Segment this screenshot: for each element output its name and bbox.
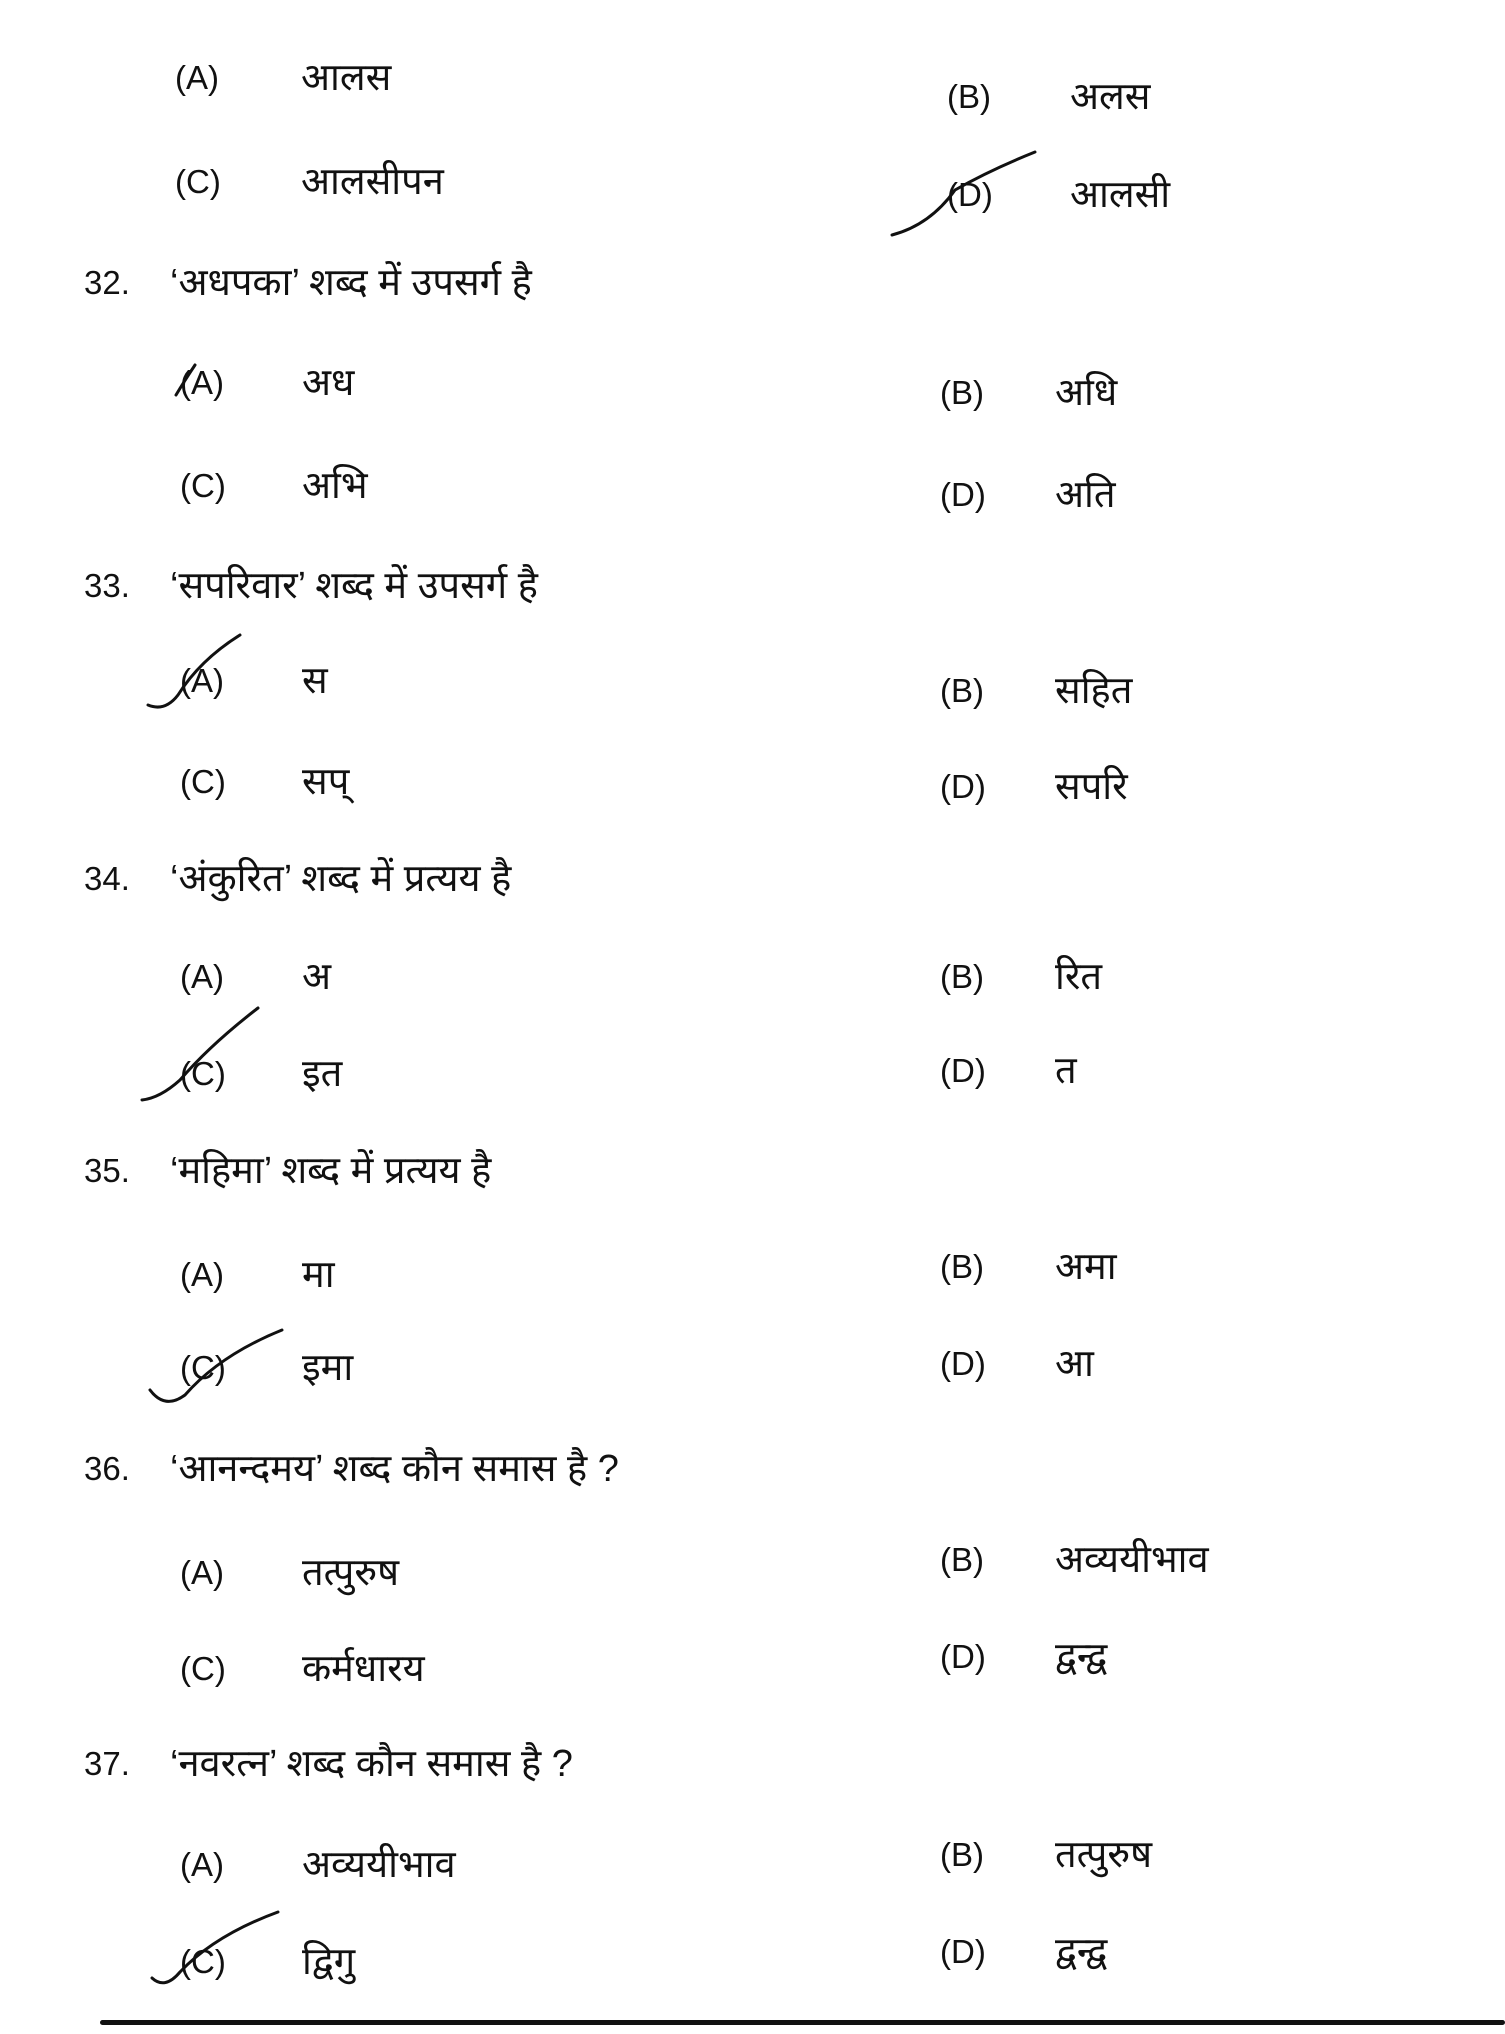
question-text: ‘महिमा’ शब्द में प्रत्यय है	[170, 1150, 492, 1192]
question-number: 32.	[84, 264, 130, 301]
checkmark-icon	[176, 365, 195, 395]
option-label-d: (D)	[940, 1933, 986, 1970]
option-text-b: अधि	[1055, 372, 1118, 414]
option-text-c: इत	[302, 1053, 343, 1095]
option-text-d: आलसी	[1070, 174, 1171, 216]
option-label-c: (C)	[180, 467, 226, 504]
bottom-rule	[100, 2020, 1505, 2025]
option-text-c: सप्	[302, 761, 350, 803]
option-text-a: अ	[302, 956, 332, 998]
question-number: 37.	[84, 1745, 130, 1782]
question-text: ‘अंकुरित’ शब्द में प्रत्यय है	[170, 858, 512, 900]
option-label-a: (A)	[180, 364, 224, 401]
option-text-a: स	[302, 660, 328, 702]
option-text-c: आलसीपन	[301, 161, 444, 203]
option-label-c: (C)	[180, 1650, 226, 1687]
option-text-b: अलस	[1070, 76, 1151, 118]
option-label-a: (A)	[180, 1554, 224, 1591]
question-text: ‘नवरत्न’ शब्द कौन समास है ?	[170, 1743, 573, 1785]
checkmark-icon	[142, 1008, 258, 1100]
option-text-a: अव्ययीभाव	[302, 1844, 456, 1886]
option-label-d: (D)	[940, 1052, 986, 1089]
option-text-d: द्वन्द्व	[1055, 1931, 1108, 1973]
option-text-d: त	[1055, 1050, 1077, 1092]
option-text-a: मा	[302, 1254, 335, 1296]
option-label-d: (D)	[947, 176, 993, 213]
option-label-b: (B)	[940, 1248, 984, 1285]
option-label-a: (A)	[180, 1846, 224, 1883]
checkmark-icon	[152, 1912, 278, 1983]
option-text-d: आ	[1055, 1343, 1094, 1385]
option-text-b: तत्पुरुष	[1055, 1834, 1153, 1876]
option-label-c: (C)	[180, 1055, 226, 1092]
option-text-a: आलस	[301, 57, 392, 99]
option-label-a: (A)	[175, 59, 219, 96]
option-text-d: अति	[1055, 474, 1116, 516]
option-label-c: (C)	[180, 1349, 226, 1386]
option-text-a: तत्पुरुष	[302, 1552, 400, 1594]
question-text: ‘अधपका’ शब्द में उपसर्ग है	[170, 262, 532, 304]
option-label-b: (B)	[940, 1836, 984, 1873]
option-label-b: (B)	[940, 374, 984, 411]
option-text-b: सहित	[1055, 670, 1133, 712]
option-label-a: (A)	[180, 1256, 224, 1293]
question-number: 34.	[84, 860, 130, 897]
option-text-a: अध	[302, 362, 355, 404]
question-text: ‘आनन्दमय’ शब्द कौन समास है ?	[170, 1448, 619, 1490]
checkmark-icon	[148, 635, 240, 707]
option-label-d: (D)	[940, 768, 986, 805]
option-text-c: इमा	[302, 1347, 354, 1389]
option-label-b: (B)	[940, 958, 984, 995]
question-number: 33.	[84, 567, 130, 604]
option-text-c: कर्मधारय	[302, 1648, 425, 1690]
checkmark-icon	[150, 1330, 282, 1401]
option-label-c: (C)	[175, 163, 221, 200]
option-text-c: द्विगु	[302, 1941, 356, 1983]
question-number: 35.	[84, 1152, 130, 1189]
question-number: 36.	[84, 1450, 130, 1487]
option-label-b: (B)	[940, 1541, 984, 1578]
option-text-d: द्वन्द्व	[1055, 1636, 1108, 1678]
option-text-d: सपरि	[1055, 766, 1128, 808]
option-label-d: (D)	[940, 476, 986, 513]
option-label-a: (A)	[180, 958, 224, 995]
option-label-b: (B)	[940, 672, 984, 709]
option-label-d: (D)	[940, 1345, 986, 1382]
option-text-b: रित	[1055, 956, 1103, 998]
option-label-c: (C)	[180, 1943, 226, 1980]
option-label-a: (A)	[180, 662, 224, 699]
option-label-b: (B)	[947, 78, 991, 115]
question-text: ‘सपरिवार’ शब्द में उपसर्ग है	[170, 565, 538, 607]
checkmark-icon	[892, 152, 1035, 235]
option-label-c: (C)	[180, 763, 226, 800]
option-text-b: अव्ययीभाव	[1055, 1539, 1209, 1581]
option-text-c: अभि	[302, 465, 368, 507]
option-label-d: (D)	[940, 1638, 986, 1675]
option-text-b: अमा	[1055, 1246, 1117, 1288]
